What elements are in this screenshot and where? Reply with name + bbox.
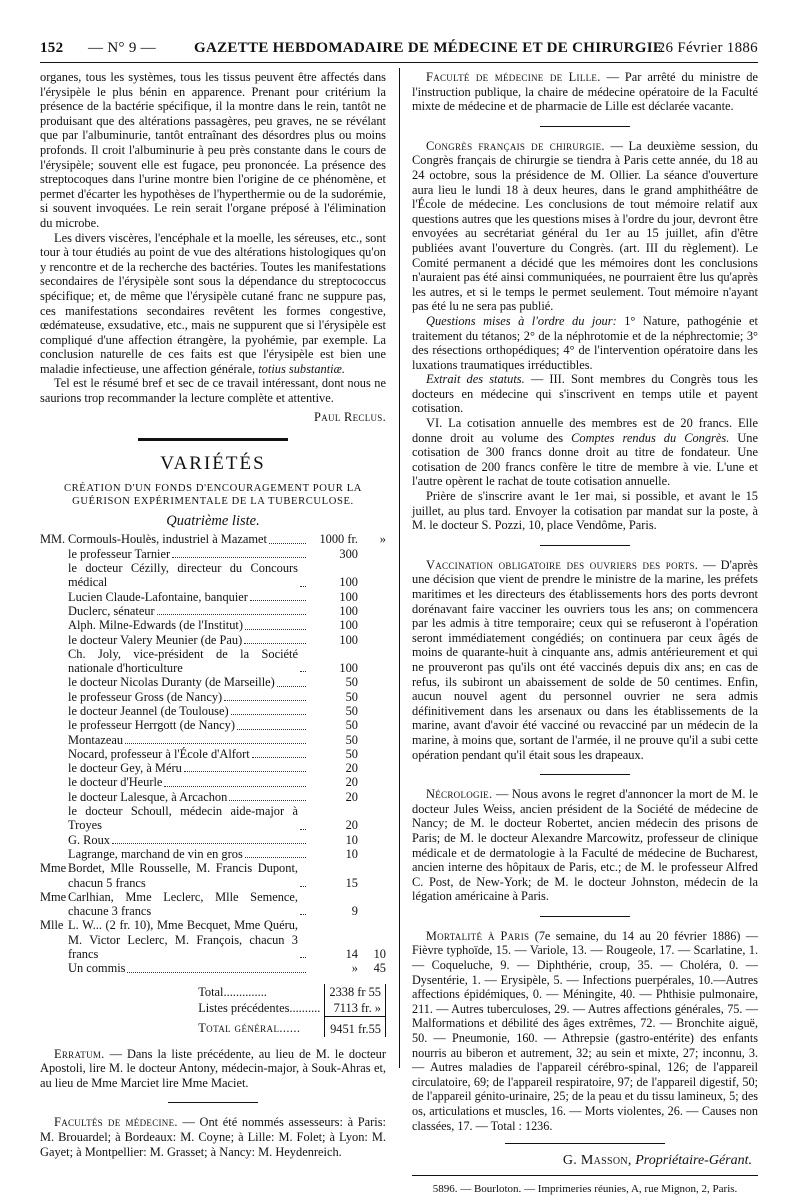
donation-cents	[358, 804, 386, 833]
donation-cents	[358, 647, 386, 676]
previous-lists-label: Listes précédentes..........	[198, 1000, 321, 1015]
donor-prefix	[40, 833, 68, 847]
donation-row	[40, 690, 386, 704]
donation-row	[40, 604, 386, 618]
publisher-signature: G. Masson, Propriétaire-Gérant.	[562, 1153, 752, 1169]
donation-cents	[358, 890, 386, 919]
donor-prefix	[40, 590, 68, 604]
donor-name-cell	[68, 861, 308, 890]
donation-cents: 10	[373, 947, 386, 962]
donor-name: le docteur d'Heurle	[68, 775, 163, 790]
donor-name-cell	[68, 775, 308, 789]
mortalite-notice: Mortalité à Paris (7e semaine, du 14 au 20 février 1886) — Fièvre typhoïde, 15. — Variole, 13. — Rougeole, 17. — Scarlatine, 1. — Coqueluche, 9. — Diphthérie, croup, 35. — Choléra, 0. — Dysentérie, 1. — Erysipèle, 5. — Infections puerpérales, 10.—Autres affections épidémiques, 0. — Méningite, 40. — Phthisie pulmonaire, 211. — Autres tuberculoses, 29. — Autres affections générales, 75. — Malformations et débilité des âges extrêmes, 72. — Bronchite aiguë, 50. — Pneumonie, 160. — Athrepsie (gastro-entérite) des enfants nourris au biberon et autrement, 32; au sein et mixte, 27; inconnu, 3. — Autres maladies de l'appareil cérébro-spinal, 126; de l'appareil circulatoire, 69; de l'appareil respiratoire, 97; de l'appareil digestif, 50; de l'appareil génito-urinaire, 25; de la peau et du tissu lamineux, 5; des os, articulations et muscles, 16. — Morts violentes, 26. — Causes non classées, 17. — Total : 1236.	[412, 928, 759, 1133]
donation-amount: 50	[345, 732, 358, 747]
donor-name: le professeur Herrgott (de Nancy)	[68, 718, 235, 733]
donation-amount: 100	[339, 575, 358, 590]
donation-amount: 20	[345, 818, 358, 833]
dot-leader	[127, 972, 306, 973]
donation-cents	[358, 761, 386, 775]
donor-name-cell	[68, 961, 308, 975]
donor-name: Lagrange, marchand de vin en gros	[68, 846, 243, 861]
donation-row	[40, 532, 386, 546]
donation-row	[40, 718, 386, 732]
donor-name: Alph. Milne-Edwards (de l'Institut)	[68, 618, 243, 633]
donor-name-wrap	[68, 833, 308, 847]
donor-prefix	[40, 747, 68, 761]
donor-name-cell	[68, 747, 308, 761]
donor-name-wrap	[68, 675, 308, 689]
dot-leader	[277, 686, 306, 687]
dot-leader	[125, 743, 306, 744]
donation-cents	[358, 747, 386, 761]
donor-prefix: Mlle	[40, 918, 64, 933]
dot-leader	[172, 557, 306, 558]
section-rule	[138, 438, 288, 441]
donor-name: Bordet, Mlle Rousselle, M. Francis Dupont, chacun 5 francs	[68, 861, 298, 890]
donor-prefix	[40, 604, 68, 618]
article-paragraph: Les divers viscères, l'encéphale et la moelle, les séreuses, etc., sont tour à tour étudiés au point de vue des altérations histologiques qu'on y rencontre et de la recherche des bactéries. Toutes les manifestations secondaires de l'érysipèle sont sous la dépendance du streptococcus spécifique; et, de même que l'érysipèle cutané franc ne suppure pas, ces manifestations secondaires revêtent les formes congestive, œdémateuse, exsudative, etc., mais ne suppurent que si l'érysipèle est compliqué d'une affection étrangère, la pyohémie, par exemple. La conclusion naturelle de ces faits est que l'érysipèle est bien une maladie infectieuse, une affection générale, totius substantiæ.	[40, 230, 386, 376]
donation-cents	[358, 547, 386, 561]
dot-leader	[300, 829, 306, 830]
donor-name-cell	[68, 561, 308, 590]
donor-prefix	[40, 618, 68, 632]
section-rule	[505, 1143, 665, 1144]
donation-row	[40, 733, 386, 747]
donation-row	[40, 561, 386, 590]
donation-amount: 15	[345, 875, 358, 890]
article-continuation: organes, tous les systèmes, tous les tissus peuvent être affectés dans l'érysipèle le plus bénin en apparence. Prenant pour critérium la présence de la bactérie spécifique, il la montre dans le rein, tantôt ne produisant que des altérations passagères, peu graves, ne se révélant que par l'albuminurie, tantôt entraînant des désordres plus ou moins profonds. Il croit l'albuminurie à peu près constante dans le cours de l'érysipèle; souvent elle est fugace, peu prononcée. La présence des streptocoques dans l'urine montre bien l'origine de ce phénomène, et permet d'écarter les hypothèses de l'hyperthermie ou de la sudorémie, si souvent invoquées. Le rein serait l'organe préposé à l'élimination du microbe.	[40, 70, 386, 230]
donation-row	[40, 704, 386, 718]
donor-name: Carlhian, Mme Leclerc, Mlle Semence, chacune 3 francs	[68, 889, 298, 919]
donor-name-cell	[68, 761, 308, 775]
page-number: 152	[40, 40, 64, 56]
donation-row	[40, 775, 386, 789]
donation-amount: 10	[345, 846, 358, 861]
donor-prefix: Mme	[40, 861, 67, 876]
donor-name: le docteur Schoull, médecin aide-major à Troyes	[68, 804, 298, 833]
left-column	[40, 70, 386, 1159]
donation-row	[40, 961, 386, 975]
article-conclusion: Tel est le résumé bref et sec de ce travail intéressant, dont nous ne saurions trop recommander la lecture complète et attentive.	[40, 376, 386, 406]
donation-amount: 100	[339, 661, 358, 676]
dot-leader	[184, 771, 306, 772]
section-heading-varietes: VARIÉTÉS	[160, 453, 266, 475]
donor-name-wrap	[68, 747, 308, 761]
donor-name: le docteur Jeannel (de Toulouse)	[68, 704, 229, 718]
donor-prefix	[40, 690, 68, 704]
congres-statuts: Extrait des statuts. — III. Sont membres du Congrès tous les docteurs en médecine qui s'inscrivent en temps utile et payent cotisation.	[412, 372, 758, 416]
journal-title: GAZETTE HEBDOMADAIRE DE MÉDECINE ET DE CHIRURGIE	[194, 40, 664, 56]
donor-name-cell	[68, 833, 308, 847]
column-divider	[399, 68, 400, 1068]
donor-name-cell	[68, 804, 308, 833]
donor-name-wrap	[68, 761, 308, 775]
donation-cents	[358, 590, 386, 604]
donation-amount: 9	[351, 904, 358, 919]
donation-cents	[358, 604, 386, 618]
donor-name-wrap	[68, 690, 308, 704]
donation-amount: 100	[339, 603, 358, 618]
total-label: Total..............	[198, 984, 267, 999]
donor-name: Lucien Claude-Lafontaine, banquier	[68, 589, 248, 604]
donation-row	[40, 647, 386, 676]
liste-title: Quatrième liste.	[166, 512, 260, 529]
section-rule	[540, 774, 630, 775]
donation-amount: »	[351, 961, 358, 976]
dot-leader	[250, 600, 306, 601]
donor-name-cell	[68, 675, 308, 689]
dot-leader	[300, 914, 306, 915]
donor-prefix	[40, 675, 68, 689]
donor-name: le docteur Lalesque, à Arcachon	[68, 789, 228, 804]
dot-leader	[224, 700, 306, 701]
donor-name-wrap	[68, 918, 308, 961]
dot-leader	[300, 586, 306, 587]
donation-amount: 20	[345, 775, 358, 790]
donation-row	[40, 618, 386, 632]
donor-name-wrap	[68, 847, 308, 861]
dot-leader	[231, 714, 306, 715]
donor-name-wrap	[68, 733, 308, 747]
donation-amount: 14	[345, 947, 358, 962]
donor-name-wrap	[68, 804, 308, 833]
dot-leader	[112, 843, 306, 844]
issue-number: — N° 9 —	[88, 40, 156, 56]
donor-name-wrap	[68, 561, 308, 590]
dot-leader	[300, 886, 306, 887]
donor-prefix	[40, 847, 68, 861]
donor-name-wrap	[68, 775, 308, 789]
donor-name: le docteur Gey, à Méru	[68, 761, 182, 776]
donation-row	[40, 761, 386, 775]
donor-name: le docteur Cézilly, directeur du Concours médical	[68, 561, 298, 590]
donation-cents	[358, 847, 386, 861]
donation-amount: 20	[345, 789, 358, 804]
necrologie-notice: Nécrologie. — Nous avons le regret d'annoncer la mort de M. le docteur Jules Weiss, ancien président de la Société de médecine de Nancy; de M. le docteur Robertet, ancien médecin des prisons de Paris; de M. le docteur Alexandre Marcowitz, professeur de clinique médicale et de dermatologie à la Faculté de médecine de Bucharest, ancien interne des hôpitaux de Paris, etc.; de M. le professeur Alfred C. Post, de New-York; de M. le docteur Johnston, médecin de la légation américaine à Paris.	[412, 787, 758, 904]
donor-name: le docteur Valery Meunier (de Pau)	[68, 632, 243, 647]
donor-name-cell	[68, 733, 308, 747]
donation-cents	[358, 733, 386, 747]
donation-cents	[358, 618, 386, 632]
donor-prefix	[40, 547, 68, 561]
donor-name-cell	[68, 547, 308, 561]
section-rule	[540, 916, 630, 917]
congres-questions: Questions mises à l'ordre du jour: 1° Nature, pathogénie et traitement du tétanos; 2° de la néphrotomie et de la néphrectomie; 3° des résections orthopédiques; 4° de l'intervention opératoire dans les luxations traumatiques irréductibles.	[412, 313, 758, 372]
donation-amount: 1000 fr.	[319, 532, 358, 547]
donation-amount: 10	[345, 832, 358, 847]
donor-name-cell	[68, 618, 308, 632]
donor-name-wrap	[68, 618, 308, 632]
donations-table	[40, 532, 386, 975]
donation-cents	[358, 775, 386, 789]
section-rule	[540, 545, 630, 546]
running-header	[40, 36, 758, 63]
donation-cents	[358, 861, 386, 890]
issue-date: 26 Février 1886	[657, 40, 758, 56]
donor-name: Un commis	[68, 961, 126, 976]
donation-row	[40, 890, 386, 919]
donor-name-wrap	[68, 633, 308, 647]
donor-name: Duclerc, sénateur	[68, 603, 155, 618]
donor-prefix: Mme	[40, 889, 67, 904]
donation-amount: 100	[339, 618, 358, 633]
donation-amount: 50	[345, 718, 358, 733]
donor-name-wrap	[68, 718, 308, 732]
congres-notice: Congrès français de chirurgie. — La deuxième session, du Congrès français de chirurgie se tiendra à Paris cette année, du 18 au 24 octobre, sous la présidence de M. Ollier. La séance d'ouverture aura lieu le lundi 18 à deux heures, dans le grand amphithéâtre de l'École de médecine. Les conclusions de tout mémoire relatif aux questions autres que les questions mises à l'ordre du jour, devront être envoyées au secrétariat général du 1er au 15 juillet, afin d'être publiées avant l'ouverture du Congrès. (art. III du règlement). Le Comité permanent a décidé que les mémoires dont les conclusions n'auraient pas été ainsi communiquées, ne pourraient être lus qu'après les autres, et si le temps le permet seulement. Tout mémoire n'ayant pas été lu ne sera pas publié.	[412, 138, 758, 314]
donor-prefix: MM.	[40, 532, 66, 547]
donation-amount: 50	[345, 689, 358, 704]
donor-name-cell	[68, 633, 308, 647]
donor-prefix	[40, 633, 68, 647]
donor-name: le professeur Tarnier	[68, 546, 171, 561]
dot-leader	[245, 629, 306, 630]
donor-name-cell	[68, 590, 308, 604]
donation-amount: 50	[345, 675, 358, 690]
previous-lists-row	[194, 1000, 385, 1017]
donor-prefix	[40, 961, 68, 975]
donation-row	[40, 747, 386, 761]
donation-row	[40, 675, 386, 689]
total-value: 2338 fr 55	[325, 984, 386, 1000]
donor-name-wrap	[68, 604, 308, 618]
dot-leader	[300, 957, 306, 958]
donor-prefix	[40, 733, 68, 747]
donation-row	[40, 861, 386, 890]
previous-lists-value: 7113 fr. »	[325, 1000, 386, 1017]
donor-name-wrap	[68, 790, 308, 804]
grand-total-row	[194, 1016, 385, 1037]
congres-cotisation: VI. La cotisation annuelle des membres est de 20 francs. Elle donne droit au volume des Comptes rendus du Congrès. Une cotisation de 300 francs donne droit au titre de fondateur. Une cotisation de 200 francs confère le titre de membre à vie. L'une et l'autre opèrent le rachat de toute cotisation annuelle.	[412, 416, 758, 489]
dot-leader	[244, 643, 306, 644]
donor-name-wrap	[68, 861, 308, 890]
grand-total-label: Total général......	[198, 1021, 301, 1036]
donor-name-cell	[68, 647, 308, 676]
donor-prefix	[40, 561, 68, 590]
donor-prefix	[40, 718, 68, 732]
donor-name-wrap	[68, 961, 308, 975]
donation-amount: 300	[339, 546, 358, 561]
donation-row	[40, 590, 386, 604]
donor-name-cell	[68, 790, 308, 804]
donation-cents	[358, 790, 386, 804]
donor-prefix	[40, 704, 68, 718]
grand-total-value: 9451 fr.55	[325, 1016, 386, 1037]
dot-leader	[269, 543, 306, 544]
erratum-notice: Erratum. — Dans la liste précédente, au lieu de M. le docteur Apostoli, lire M. le docteur Antony, médecin-major, à Souk-Ahras et, au lieu de Mme Marciet lire Mme Maciet.	[40, 1046, 386, 1090]
donation-cents	[358, 704, 386, 718]
donor-name: Cormouls-Houlès, industriel à Mazamet	[68, 532, 267, 547]
donor-name: Ch. Joly, vice-président de la Société nationale d'horticulture	[68, 646, 298, 676]
donor-name-cell	[68, 690, 308, 704]
donor-name-cell	[68, 532, 308, 546]
donation-amount: 100	[339, 632, 358, 647]
donation-amount: 100	[339, 589, 358, 604]
donation-row	[40, 918, 386, 961]
donation-cents	[358, 690, 386, 704]
facultes-notice: Facultés de médecine. — Ont été nommés assesseurs: à Paris: M. Brouardel; à Bordeaux: M. Coyne; à Lille: M. Folet; à Lyon: M. Gayet; à Montpellier: M. Grasset; à Nancy: M. Heydenreich.	[40, 1115, 386, 1159]
donation-row	[40, 847, 386, 861]
donation-cents: 45	[373, 961, 386, 976]
donor-prefix	[40, 775, 68, 789]
donor-name-wrap	[68, 647, 308, 676]
donor-name-cell	[68, 704, 308, 718]
total-row	[194, 984, 385, 1000]
donation-cents: »	[379, 532, 386, 547]
donor-name-wrap	[68, 532, 308, 546]
donor-name-wrap	[68, 704, 308, 718]
donor-name: L. W... (2 fr. 10), Mme Becquet, Mme Quéru, M. Victor Leclerc, M. François, chacun 3 francs	[68, 918, 298, 962]
donation-cents	[358, 675, 386, 689]
donor-prefix	[40, 790, 68, 804]
donor-name-cell	[68, 847, 308, 861]
donor-prefix	[40, 647, 68, 676]
vaccination-notice: Vaccination obligatoire des ouvriers des ports. — D'après une décision que vient de prendre le ministre de la marine, les préfets maritimes et les directeurs des établissements hors des ports devront dorénavant faire vacciner les ouvriers tous les ans; on commencera par les admis à titre temporaire; ceux qui se refuseront à l'opération seront immédiatement congédiés; on continuera par ceux âgés de moins de quarante-huit à cinquante ans, admis antérieurement et qui ne prouveront pas qu'ils ont été vaccinés depuis dix ans; en cas de refus, ils subiront un abaissement de solde de 50 centimes. Enfin, aucun nouvel agent du personnel ouvrier ne sera admis définitivement dans les arsenaux ou dans les établissements de la marine, avant d'avoir été vacciné ou revacciné par un médecin de la marine, à moins que, sortant de l'armée, il ne prouve qu'il a subi cette opération pendant qu'il était sous les drapeaux.	[412, 557, 758, 762]
dot-leader	[164, 786, 306, 787]
donor-name: le professeur Gross (de Nancy)	[68, 689, 223, 704]
donation-row	[40, 804, 386, 833]
lille-notice: Faculté de médecine de Lille. — Par arrêté du ministre de l'instruction publique, la chaire de médecine opératoire de la Faculté mixte de médecine et de pharmacie de Lille est déclarée vacante.	[412, 70, 758, 114]
donation-cents	[358, 561, 386, 590]
printer-imprint: 5896. — Bourloton. — Imprimeries réunies, A, rue Mignon, 2, Paris.	[432, 1182, 738, 1195]
donor-name-cell	[68, 918, 308, 961]
fund-title: CRÉATION D'UN FONDS D'ENCOURAGEMENT POUR LA GUÉRISON EXPÉRIMENTALE DE LA TUBERCULOSE.	[63, 482, 363, 507]
printer-rule	[412, 1175, 758, 1176]
donation-row	[40, 790, 386, 804]
donation-row	[40, 633, 386, 647]
donor-name: le docteur Nicolas Duranty (de Marseille)	[68, 675, 275, 690]
donation-cents	[358, 718, 386, 732]
donation-cents	[358, 633, 386, 647]
congres-inscription: Prière de s'inscrire avant le 1er mai, si possible, et avant le 15 juillet, au plus tard. Envoyer la cotisation par mandat sur la poste, à M. le docteur S. Pozzi, 10, place Vendôme, Paris.	[412, 489, 758, 533]
donor-name: Nocard, professeur à l'École d'Alfort	[68, 746, 250, 761]
donation-amount: 50	[345, 746, 358, 761]
donor-name-cell	[68, 718, 308, 732]
donation-amount: 50	[345, 704, 358, 718]
donor-name-wrap	[68, 890, 308, 919]
section-rule	[540, 126, 630, 127]
dot-leader	[252, 757, 306, 758]
donation-cents	[358, 833, 386, 847]
section-rule	[168, 1102, 258, 1103]
dot-leader	[229, 800, 306, 801]
donor-name-cell	[68, 890, 308, 919]
donor-name-wrap	[68, 547, 308, 561]
dot-leader	[157, 614, 306, 615]
totals-table	[194, 984, 386, 1037]
donor-name-cell	[68, 604, 308, 618]
dot-leader	[237, 729, 306, 730]
dot-leader	[300, 671, 306, 672]
donation-row	[40, 547, 386, 561]
donor-prefix	[40, 761, 68, 775]
dot-leader	[245, 857, 306, 858]
author-signature: Paul Reclus.	[314, 409, 386, 424]
donor-name-wrap	[68, 590, 308, 604]
donation-row	[40, 833, 386, 847]
donation-amount: 20	[345, 761, 358, 776]
donor-prefix	[40, 804, 68, 833]
donor-name: Montazeau	[68, 732, 124, 747]
donor-name: G. Roux	[68, 832, 110, 847]
right-column	[412, 70, 758, 1196]
